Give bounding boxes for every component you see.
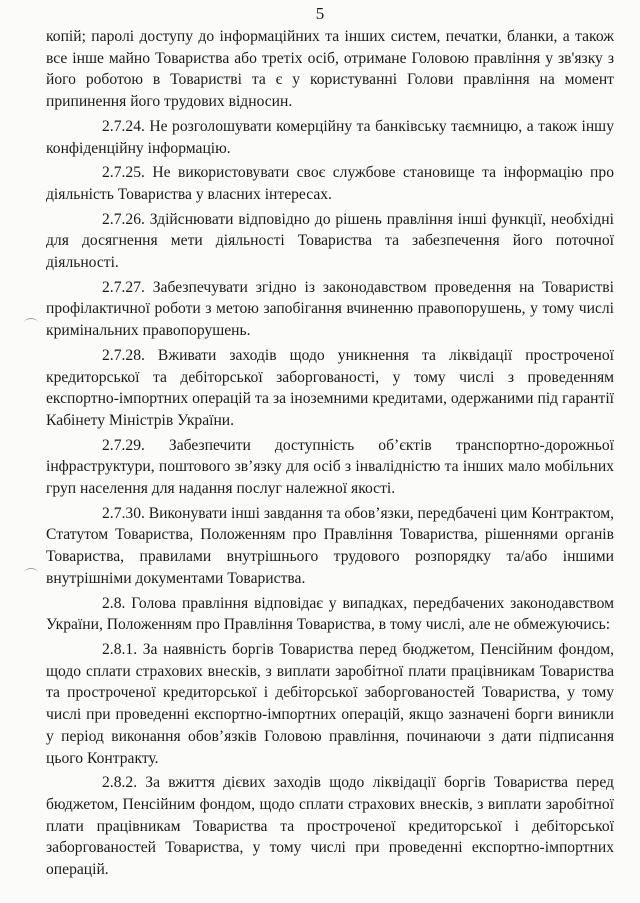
punch-hole-mark xyxy=(24,318,38,327)
punch-hole-mark xyxy=(24,568,38,577)
page-number: 5 xyxy=(315,4,325,23)
clause-2-7-28: 2.7.28. Вживати заходів щодо уникнення та ліквідації простроченої кредиторської та дебіторської заборгованості, у тому числі з проведенням експортно-імпортних операцій та за іноземними кредитами, одержаними під гарантії Кабінету Міністрів України. xyxy=(46,346,614,429)
clause-2-7-27: 2.7.27. Забезпечувати згідно із законодавством проведення на Товаристві профілактичної роботи з метою запобігання вчиненню правопорушень, у тому числі кримінальних правопорушень. xyxy=(46,278,614,340)
clause-2-7-26: 2.7.26. Здійснювати відповідно до рішень правління інші функції, необхідні для досягнення мети діяльності Товариства та забезпечення його поточної діяльності. xyxy=(46,210,614,272)
clause-2-8-2: 2.8.2. За вжиття дієвих заходів щодо ліквідації боргів Товариства перед бюджетом, Пенсійним фондом, щодо сплати страхових внесків, з виплати заробітної плати працівникам Товариства та простроченої кредиторської і дебіторської заборгованостей Товариства, у тому числі при проведенні експортно-імпортних операцій. xyxy=(46,774,614,879)
clause-2-7-25: 2.7.25. Не використовувати своє службове становище та інформацію про діяльність Товариства у власних інтересах. xyxy=(46,164,614,203)
clause-2-7-24: 2.7.24. Не розголошувати комерційну та банківську таємницю, а також іншу конфіденційну інформацію. xyxy=(46,117,614,157)
clause-2-8: 2.8. Голова правління відповідає у випадках, передбачених законодавством України, Положенням про Правління Товариства, в тому числі, але не обмежуючись: xyxy=(46,594,614,634)
clause-2-7-30: 2.7.30. Виконувати інші завдання та обов’язки, передбачені цим Контрактом, Статутом Товариства, Положенням про Правління Товариства, рішеннями органів Товариства, правилами внутрішнього трудового розпорядку та/або іншими внутрішніми документами Товариства. xyxy=(46,504,615,587)
clause-2-7-29: 2.7.29. Забезпечити доступність об’єктів транспортно-дорожньої інфраструктури, поштового зв’язку для осіб з інвалідністю та інших мало мобільних груп населення для надання послуг належної якості. xyxy=(46,436,614,498)
paragraph-continuation: копій; паролі доступу до інформаційних та інших систем, печатки, бланки, а також все інше майно Товариства або третіх осіб, отримане Головою правління у зв'язку з його роботою в Товаристві та є у користуванні Голови правління на момент припинення його трудових відносин. xyxy=(46,28,614,111)
document-body xyxy=(46,26,614,884)
clause-2-8-1: 2.8.1. За наявність боргів Товариства перед бюджетом, Пенсійним фондом, щодо сплати страхових внесків, з виплати заробітної плати працівникам Товариства та простроченої кредиторської і дебіторської заборгованостей Товариства, у тому числі при проведенні експортно-імпортних операцій, якщо зазначені борги виникли у період виконання обов’язків Головою правління, починаючи з дати підписання цього Контракту. xyxy=(46,640,614,767)
